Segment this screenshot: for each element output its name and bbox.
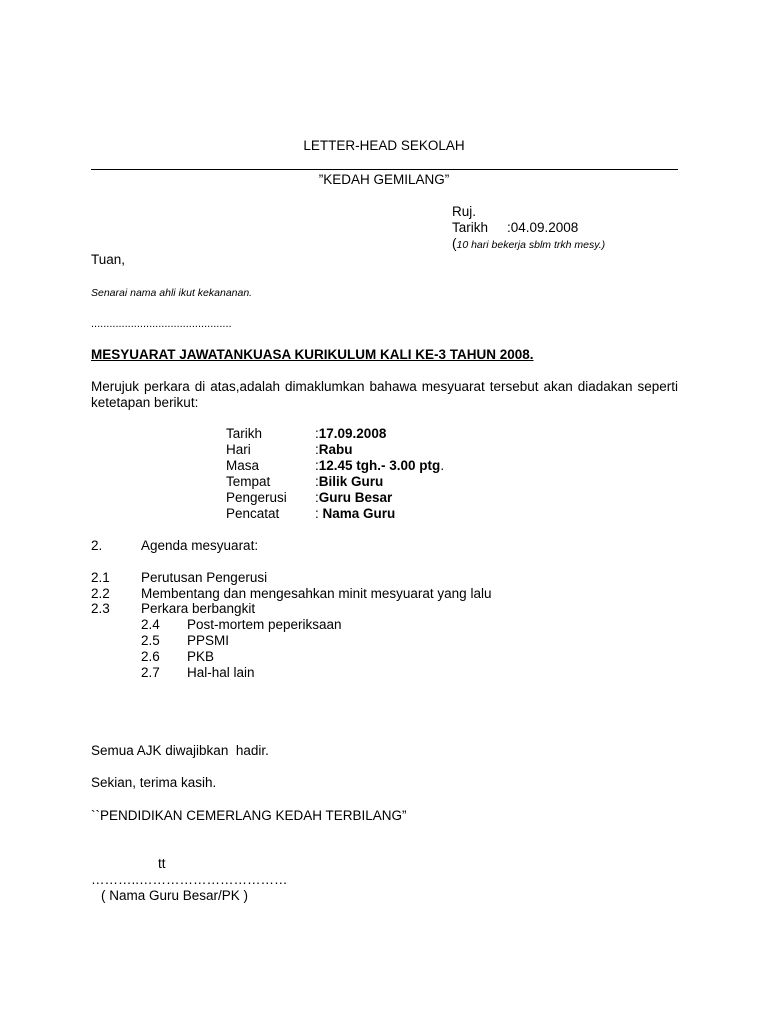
agenda-item-text: Perutusan Pengerusi	[141, 570, 268, 585]
agenda-item-text: Perkara berbangkit	[141, 601, 256, 616]
detail-suffix: .	[440, 458, 445, 473]
agenda-item-text: Membentang dan mengesahkan minit mesyuarat yang lalu	[141, 586, 492, 601]
detail-colon: :	[315, 442, 319, 457]
reference-label: Ruj.	[452, 204, 477, 219]
agenda-item-number: 2.1	[91, 570, 110, 585]
detail-label: Masa	[226, 458, 260, 473]
closing-line: Sekian, terima kasih.	[91, 775, 217, 790]
detail-text: 17.09.2008	[318, 426, 387, 441]
detail-value	[315, 506, 395, 522]
detail-colon: :	[315, 474, 319, 489]
agenda-heading: Agenda mesyuarat:	[141, 538, 259, 553]
subject-title: MESYUARAT JAWATANKUASA KURIKULUM KALI KE-3 TAHUN 2008.	[91, 347, 534, 362]
detail-colon: :	[315, 490, 319, 505]
agenda-subitem-number: 2.4	[141, 617, 160, 632]
detail-label: Tempat	[226, 474, 271, 489]
slogan: ``PENDIDIKAN CEMERLANG KEDAH TERBILANG”	[91, 808, 407, 823]
detail-label: Pengerusi	[226, 490, 287, 505]
signature-mark: tt	[158, 856, 166, 871]
salutation: Tuan,	[91, 252, 126, 267]
letterhead-divider	[91, 169, 678, 170]
agenda-subitem-text: Post-mortem peperiksaan	[187, 617, 342, 632]
signatory-name: ( Nama Guru Besar/PK )	[101, 888, 249, 903]
letterhead-title: LETTER-HEAD SEKOLAH	[303, 138, 465, 153]
detail-label: Hari	[226, 442, 251, 457]
detail-colon: :	[315, 506, 323, 521]
agenda-subitem-number: 2.6	[141, 649, 160, 664]
agenda-subitem-text: Hal-hal lain	[187, 665, 255, 680]
recipients-note: Senarai nama ahli ikut kekananan.	[91, 287, 253, 299]
detail-value	[315, 490, 392, 506]
attendance-note: Semua AJK diwajibkan hadir.	[91, 743, 269, 758]
signature-line: ………..……………………………	[91, 872, 288, 887]
date-label: Tarikh	[452, 220, 489, 235]
detail-value	[315, 426, 386, 442]
detail-text: Bilik Guru	[318, 474, 384, 489]
detail-value	[315, 458, 444, 474]
detail-value	[315, 474, 383, 490]
detail-colon: :	[315, 426, 319, 441]
date-value: :04.09.2008	[507, 220, 579, 235]
agenda-subitem-text: PKB	[187, 649, 215, 664]
detail-text: Nama Guru	[322, 506, 396, 521]
agenda-item-number: 2.3	[91, 601, 110, 616]
detail-text: Rabu	[318, 442, 353, 457]
date-note-open: (	[452, 236, 457, 251]
agenda-subitem-number: 2.5	[141, 633, 160, 648]
detail-text: Guru Besar	[318, 490, 393, 505]
date-note-text: 10 hari bekerja sblm trkh mesy.)	[456, 239, 606, 251]
agenda-subitem-text: PPSMI	[187, 633, 230, 648]
detail-label: Pencatat	[226, 506, 280, 521]
detail-colon: :	[315, 458, 319, 473]
detail-value	[315, 442, 353, 458]
date-note	[452, 236, 605, 253]
agenda-item-number: 2.2	[91, 586, 110, 601]
agenda-subitem-number: 2.7	[141, 665, 160, 680]
dotted-line: ..............................................	[91, 318, 232, 330]
letterhead-motto: ”KEDAH GEMILANG”	[318, 172, 450, 187]
detail-text: 12.45 tgh.- 3.00 ptg	[318, 458, 441, 473]
agenda-number: 2.	[91, 538, 103, 553]
detail-label: Tarikh	[226, 426, 263, 441]
intro-paragraph: Merujuk perkara di atas,adalah dimaklumkan bahawa mesyuarat tersebut akan diadakan seperti ketetapan berikut:	[91, 379, 678, 410]
